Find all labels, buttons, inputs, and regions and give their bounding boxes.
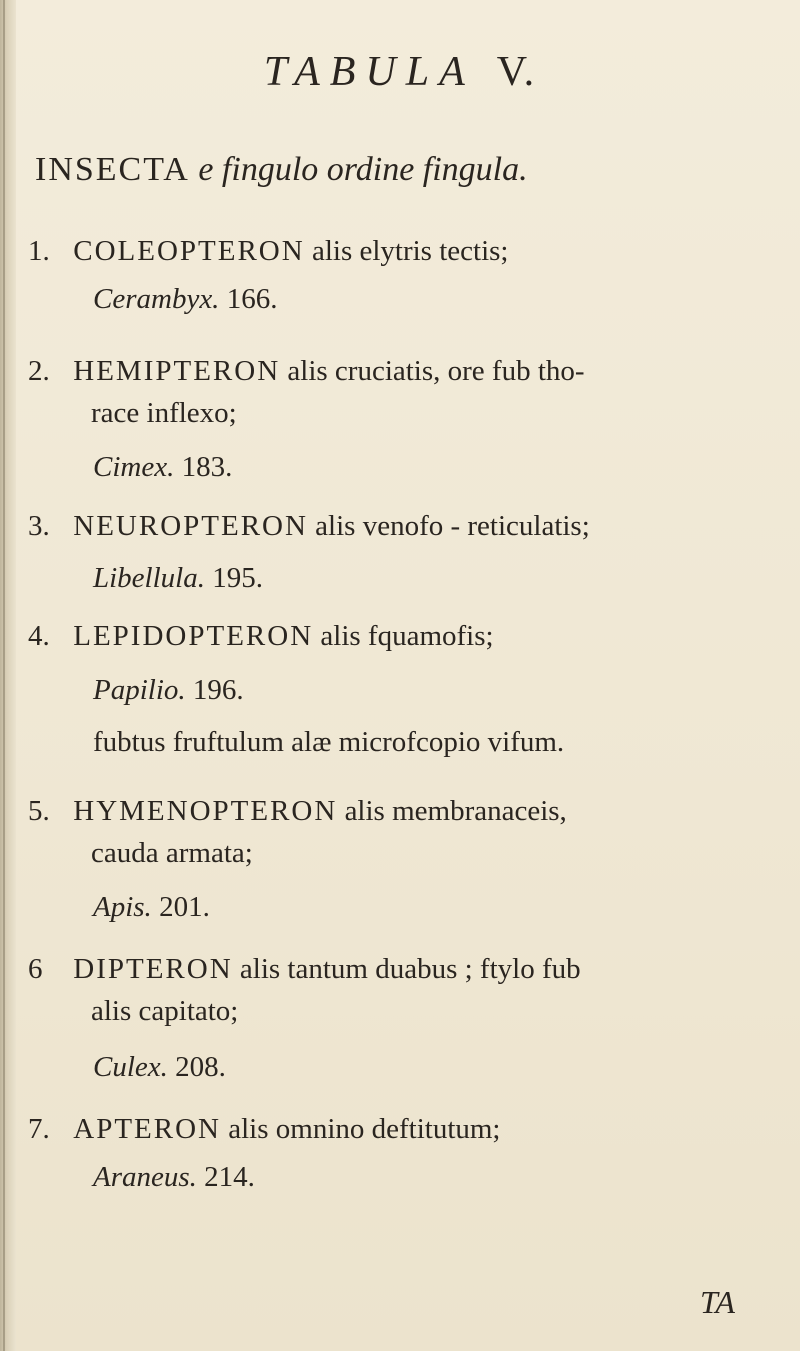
order-description: alis elytris tectis; (311, 235, 509, 267)
genus-line (28, 446, 788, 488)
genus-page: 196. (192, 674, 244, 706)
order-description: alis cruciatis, ore fub tho- (287, 355, 585, 387)
genus-page: 208. (175, 1051, 226, 1083)
order-description-continued: cauda armata; (91, 837, 253, 869)
order-name: HEMIPTERON (73, 355, 281, 387)
entry-number: 5. (28, 795, 50, 827)
binding-shadow-line (3, 0, 5, 1351)
genus-name: Cerambyx. (93, 283, 220, 315)
order-line (28, 350, 788, 392)
entry-note: fubtus fruftulum alæ microfcopio vifum. (93, 726, 565, 758)
insect-order-entry (28, 790, 788, 928)
order-name: NEUROPTERON (73, 510, 308, 542)
genus-page: 214. (204, 1161, 255, 1193)
genus-page: 201. (159, 891, 210, 923)
order-line (28, 505, 788, 547)
insect-order-entry (28, 615, 788, 763)
insect-order-entry (28, 1108, 788, 1198)
genus-line (28, 1156, 788, 1198)
entry-number: 6 (28, 953, 43, 985)
genus-page: 183. (181, 451, 233, 483)
order-name: DIPTERON (73, 953, 233, 985)
entry-number: 2. (28, 355, 50, 387)
title-word: TABULA (263, 49, 475, 95)
genus-name: Cimex. (93, 451, 175, 483)
order-line (28, 230, 788, 272)
order-description: alis omnino deftitutum; (228, 1113, 501, 1145)
genus-line (28, 1046, 788, 1088)
order-line (28, 948, 788, 990)
genus-name: Papilio. (93, 674, 186, 706)
genus-page: 166. (226, 283, 278, 315)
order-name: LEPIDOPTERON (73, 620, 314, 652)
order-line (28, 615, 788, 657)
title-number: V. (496, 49, 537, 95)
order-description-continued: race inflexo; (91, 397, 237, 429)
insect-order-entry (28, 948, 788, 1088)
order-line (28, 1108, 788, 1150)
entry-number: 4. (28, 620, 50, 652)
insect-order-entry (28, 230, 788, 320)
genus-line (28, 557, 788, 599)
genus-line (28, 886, 788, 928)
order-name: APTERON (73, 1113, 221, 1145)
genus-name: Araneus. (93, 1161, 197, 1193)
insect-order-entry (28, 350, 788, 488)
order-description-continued: alis capitato; (91, 995, 239, 1027)
order-description: alis tantum duabus ; ftylo fub (239, 953, 581, 985)
genus-page: 195. (212, 562, 263, 594)
entry-number: 7. (28, 1113, 50, 1145)
page-title (0, 42, 800, 102)
catchword: TA (700, 1284, 735, 1320)
subtitle-head: INSECTA (35, 151, 190, 188)
entry-number: 3. (28, 510, 50, 542)
order-name: COLEOPTERON (73, 235, 305, 267)
order-name: HYMENOPTERON (73, 795, 338, 827)
genus-name: Libellula. (93, 562, 205, 594)
page-binding-edge (0, 0, 16, 1351)
order-description: alis fquamofis; (320, 620, 494, 652)
genus-line (28, 278, 788, 320)
order-description: alis venofo - reticulatis; (315, 510, 590, 542)
insect-order-entry (28, 505, 788, 599)
genus-line (28, 669, 788, 711)
order-description: alis membranaceis, (344, 795, 567, 827)
order-line (28, 790, 788, 832)
subtitle-rest: e fingulo ordine fingula. (198, 151, 528, 188)
genus-name: Culex. (93, 1051, 168, 1083)
genus-name: Apis. (93, 891, 152, 923)
entry-number: 1. (28, 235, 50, 267)
page-subtitle (35, 148, 528, 192)
